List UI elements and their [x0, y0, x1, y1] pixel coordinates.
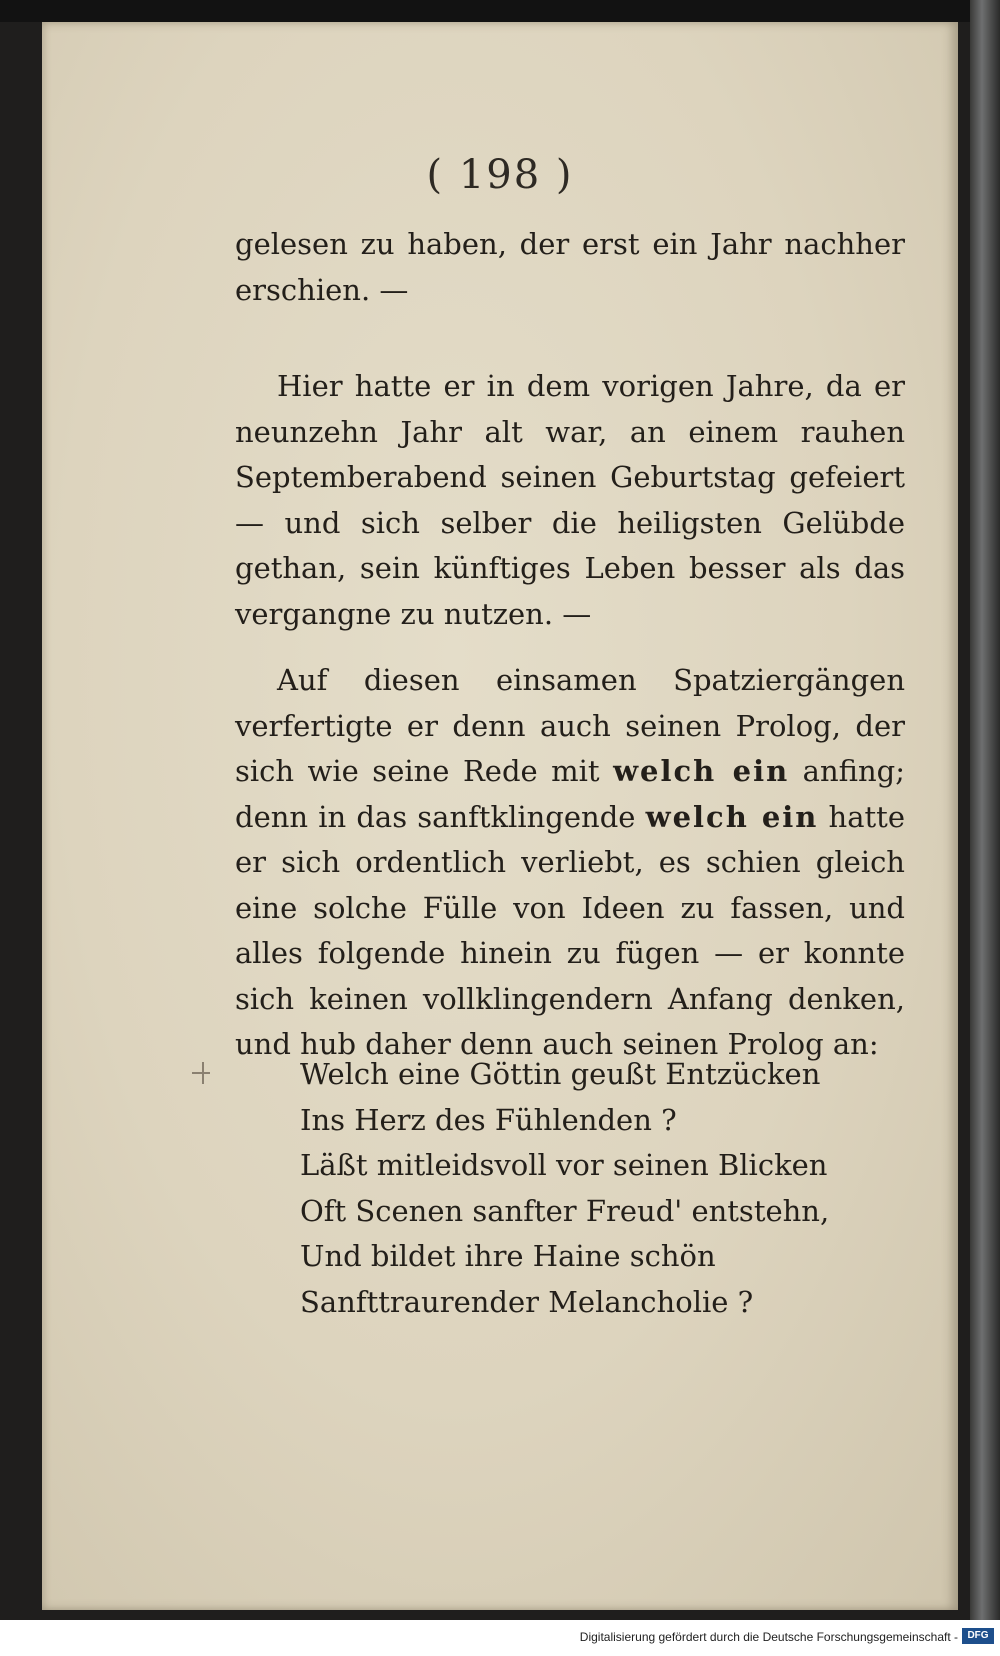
page-number: ( 198 ) [426, 152, 574, 198]
verse-line: Oft Scenen sanfter Freud' entstehn, [300, 1193, 830, 1228]
book-spine-edge [970, 0, 1000, 1620]
dfg-logo: DFG [962, 1628, 994, 1644]
paragraph-2: Hier hatte er in dem vorigen Jahre, da er neunzehn Jahr alt war, an einem rauhen Septemberabend seinen Geburtstag gefeiert — und sich selber die heiligsten Gelübde gethan, sein künftiges Leben besser als das vergangne zu nutzen. — [235, 369, 905, 631]
paragraph-1: gelesen zu haben, der erst ein Jahr nachher erschien. — [235, 227, 905, 307]
verse-line: Ins Herz des Fühlenden ? [300, 1102, 677, 1137]
verse-line: Sanfttraurender Melancholie ? [300, 1284, 754, 1319]
funding-credit: Digitalisierung gefördert durch die Deutsche Forschungsgemeinschaft - [579, 1630, 958, 1644]
margin-pencil-mark [192, 1072, 210, 1074]
verse-line: Läßt mitleidsvoll vor seinen Blicken [300, 1148, 828, 1182]
paragraph-3 [235, 658, 905, 1068]
verse-line: Welch eine Göttin geußt Entzücken [300, 1057, 821, 1091]
emphasis-welch-ein-2: welch ein [645, 799, 819, 834]
emphasis-welch-ein-1: welch ein [613, 754, 790, 788]
verse-line: Und bildet ihre Haine schön [300, 1239, 716, 1273]
margin-pencil-mark-vertical [202, 1062, 204, 1084]
digitization-footer [0, 1620, 1000, 1656]
paragraph-3-part-3: hatte er sich ordentlich verliebt, es schien gleich eine solche Fülle von Ideen zu fassen, und alles folgende hinein zu fügen — er konnte sich keinen vollklingendern Anfang denken, und hub daher denn auch seinen Prolog an: [235, 799, 905, 1061]
paragraph-3-part-1: Auf diesen einsamen Spatziergängen verfertigte er denn auch seinen Prolog, der sich wie seine Rede mit [235, 663, 905, 788]
paragraph-3-part-2: anfing; denn in das sanftklingende [235, 754, 905, 834]
scan-top-edge [0, 0, 1000, 22]
book-page [42, 22, 958, 1610]
verse-stanza [300, 1052, 860, 1325]
